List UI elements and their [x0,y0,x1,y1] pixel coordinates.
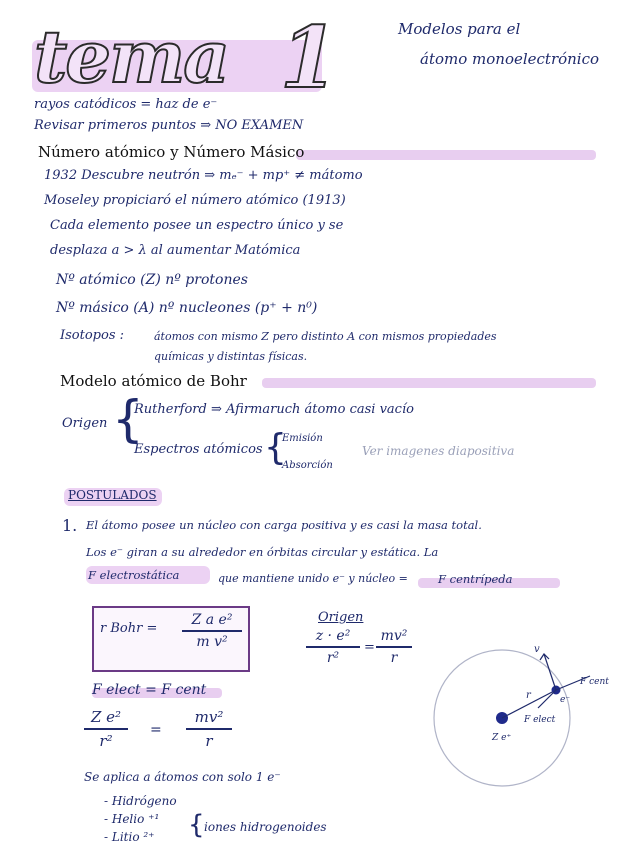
title-tema-number: 1 [280,8,339,107]
force-denominator-left: r² [99,731,113,750]
label-nucleus: Z e⁺ [492,733,512,743]
isotopos-label: Isotopos : [60,328,125,343]
intro-line-1: rayos catódicos = haz de e⁻ [34,97,218,112]
bohr-note: Ver imagenes diapositiva [362,444,515,458]
label-electron: e⁻ [560,695,571,705]
label-velocity: v [534,644,540,655]
applies-line: Se aplica a átomos con solo 1 e⁻ [84,770,281,784]
espectros-sub-1: Emisión [282,433,323,444]
origen-fraction-left [306,628,360,666]
rbohr-denominator: m v² [196,633,228,650]
postulado-1-line-3a: F electrostática [88,568,180,582]
heading-highlight [296,150,596,160]
postulado-1-line-3c: F centrípeda [438,572,513,586]
rbohr-label: r Bohr = [100,621,158,636]
applies-item-helio: - Helio ⁺¹ [104,812,160,826]
rbohr-fraction [182,612,242,650]
applies-item-hidrogeno: - Hidrógeno [104,794,177,808]
origen-formula-label: Origen [318,610,364,625]
title-tema-word: tema [34,14,228,99]
fraction-bar [376,646,412,648]
isotopos-definition-2: químicas y distintas físicas. [154,350,308,363]
espectros-sub-2: Absorción [282,460,333,471]
rbohr-numerator: Z a e² [191,612,233,628]
felect-arrow [538,690,556,708]
iones-brace: { [188,810,205,840]
origen-equals: = [364,640,375,655]
intro-line-2: Revisar primeros puntos ⇒ NO EXAMEN [34,118,304,133]
force-equals: = [150,722,162,738]
espectros-brace: { [264,427,287,468]
numbers-line-2: Moseley propiciaró el número atómico (1913) [44,193,346,208]
atomic-number-line: Nº atómico (Z) nº protones [56,272,248,288]
postulado-1-line-1: El átomo posee un núcleo con carga positiva y es casi la masa total. [86,518,482,532]
applies-item-litio: - Litio ²⁺ [104,830,155,844]
subtitle-line-2: átomo monoelectrónico [420,50,600,68]
fraction-bar [182,630,242,632]
fraction-bar [186,728,232,730]
heading-highlight [262,378,596,388]
fraction-bar [306,646,360,648]
mass-number-line: Nº másico (A) nº nucleones (p⁺ + n⁰) [56,300,318,316]
origen-item-1: Rutherford ⇒ Afirmaruch átomo casi vacío [134,402,414,417]
postulado-1-number: 1. [62,516,78,535]
force-fraction-right [186,708,232,750]
origen-numerator-right: mv² [380,628,408,644]
fraction-bar [84,728,128,730]
bohr-orbit-diagram [430,640,620,800]
felect-equals-fcent: F elect = F cent [92,682,207,698]
postulado-1-line-3b: que mantiene unido e⁻ y núcleo = [218,572,408,585]
label-felect: F elect [524,715,556,725]
label-radius: r [526,690,531,701]
origen-denominator-left: r² [326,649,340,666]
origen-item-2: Espectros atómicos [134,442,263,457]
numbers-line-3: Cada elemento posee un espectro único y se [50,218,344,233]
section-heading-bohr: Modelo atómico de Bohr [60,372,247,390]
force-fraction-left [84,708,128,750]
origen-numerator-left: z · e² [315,628,351,644]
iones-hidrogenoides-note: iones hidrogenoides [204,820,327,834]
origen-denominator-right: r [390,649,398,666]
subtitle-line-1: Modelos para el [398,20,521,38]
postulados-heading: POSTULADOS [68,488,157,502]
velocity-arrow [544,654,556,690]
numbers-line-1: 1932 Descubre neutrón ⇒ mₑ⁻ + mp⁺ ≠ mátomo [44,168,363,183]
label-fcent: F cent [580,677,609,687]
section-heading-number: Número atómico y Número Másico [38,143,305,161]
postulado-1-line-2: Los e⁻ giran a su alrededor en órbitas circular y estática. La [86,545,439,559]
origen-fraction-right [376,628,412,666]
isotopos-definition-1: átomos con mismo Z pero distinto A con mismos propiedades [154,330,497,343]
numbers-line-4: desplaza a > λ al aumentar Matómica [50,243,301,258]
origen-label: Origen [62,416,108,431]
origen-brace: { [112,390,144,448]
force-numerator-right: mv² [194,708,224,726]
force-numerator-left: Z e² [90,708,122,726]
force-denominator-right: r [205,731,213,750]
